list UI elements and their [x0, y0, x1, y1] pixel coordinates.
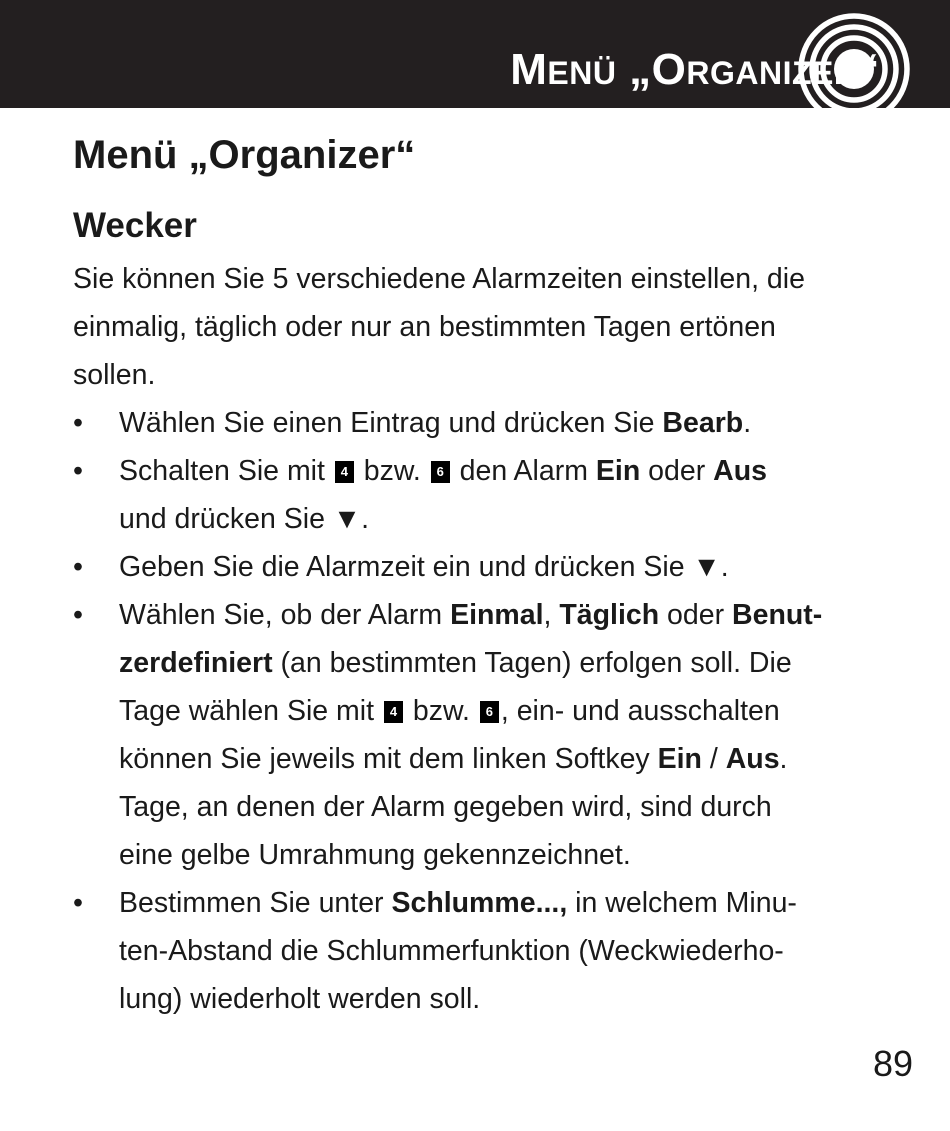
list-item — [73, 591, 933, 879]
intro-line: sollen. — [73, 359, 156, 391]
bullet-marker: • — [73, 407, 83, 439]
page-number: 89 — [872, 1043, 913, 1084]
list-line: Tage wählen Sie mit 4 bzw. 6 , ein- und ausschalten — [119, 695, 780, 727]
intro-line: Sie können Sie 5 verschiedene Alarmzeiten einstellen, die — [73, 263, 805, 295]
list-line: Wählen Sie einen Eintrag und drücken Sie Bearb. — [119, 407, 752, 439]
page-title: Menü „Organizer“ — [73, 133, 416, 177]
list-line: Geben Sie die Alarmzeit ein und drücken Sie ▼. — [119, 551, 729, 583]
bullet-marker: • — [73, 551, 83, 583]
instruction-list — [73, 399, 933, 1023]
bullet-marker: • — [73, 599, 83, 631]
list-line: ten-Abstand die Schlummerfunktion (Weckwiederho- — [119, 935, 784, 967]
list-line: Tage, an denen der Alarm gegeben wird, sind durch — [119, 791, 772, 823]
list-item — [73, 879, 933, 1023]
body-content — [73, 255, 933, 1023]
list-line: lung) wiederholt werden soll. — [119, 983, 481, 1015]
list-line: eine gelbe Umrahmung gekennzeichnet. — [119, 839, 631, 871]
list-line: Schalten Sie mit 4 bzw. 6 den Alarm Ein oder Aus — [119, 455, 767, 487]
list-item — [73, 447, 933, 543]
header-title: MENÜ „ORGANIZER“ — [510, 45, 880, 94]
list-line: und drücken Sie ▼. — [119, 503, 370, 535]
list-item — [73, 399, 933, 447]
key-4-icon: 4 — [335, 461, 354, 483]
intro-line: einmalig, täglich oder nur an bestimmten Tagen ertönen — [73, 311, 776, 343]
key-6-icon: 6 — [480, 701, 499, 723]
list-line: können Sie jeweils mit dem linken Softkey Ein / Aus. — [119, 743, 788, 775]
key-4-icon: 4 — [384, 701, 403, 723]
key-6-icon: 6 — [431, 461, 450, 483]
bullet-marker: • — [73, 455, 83, 487]
list-line: Wählen Sie, ob der Alarm Einmal, Täglich oder Benut- — [119, 599, 823, 631]
section-title: Wecker — [73, 206, 197, 245]
bullet-marker: • — [73, 887, 83, 919]
list-item — [73, 543, 933, 591]
list-line: Bestimmen Sie unter Schlumme..., in welchem Minu- — [119, 887, 797, 919]
intro-paragraph — [73, 255, 913, 399]
list-line: zerdefiniert (an bestimmten Tagen) erfolgen soll. Die — [119, 647, 792, 679]
